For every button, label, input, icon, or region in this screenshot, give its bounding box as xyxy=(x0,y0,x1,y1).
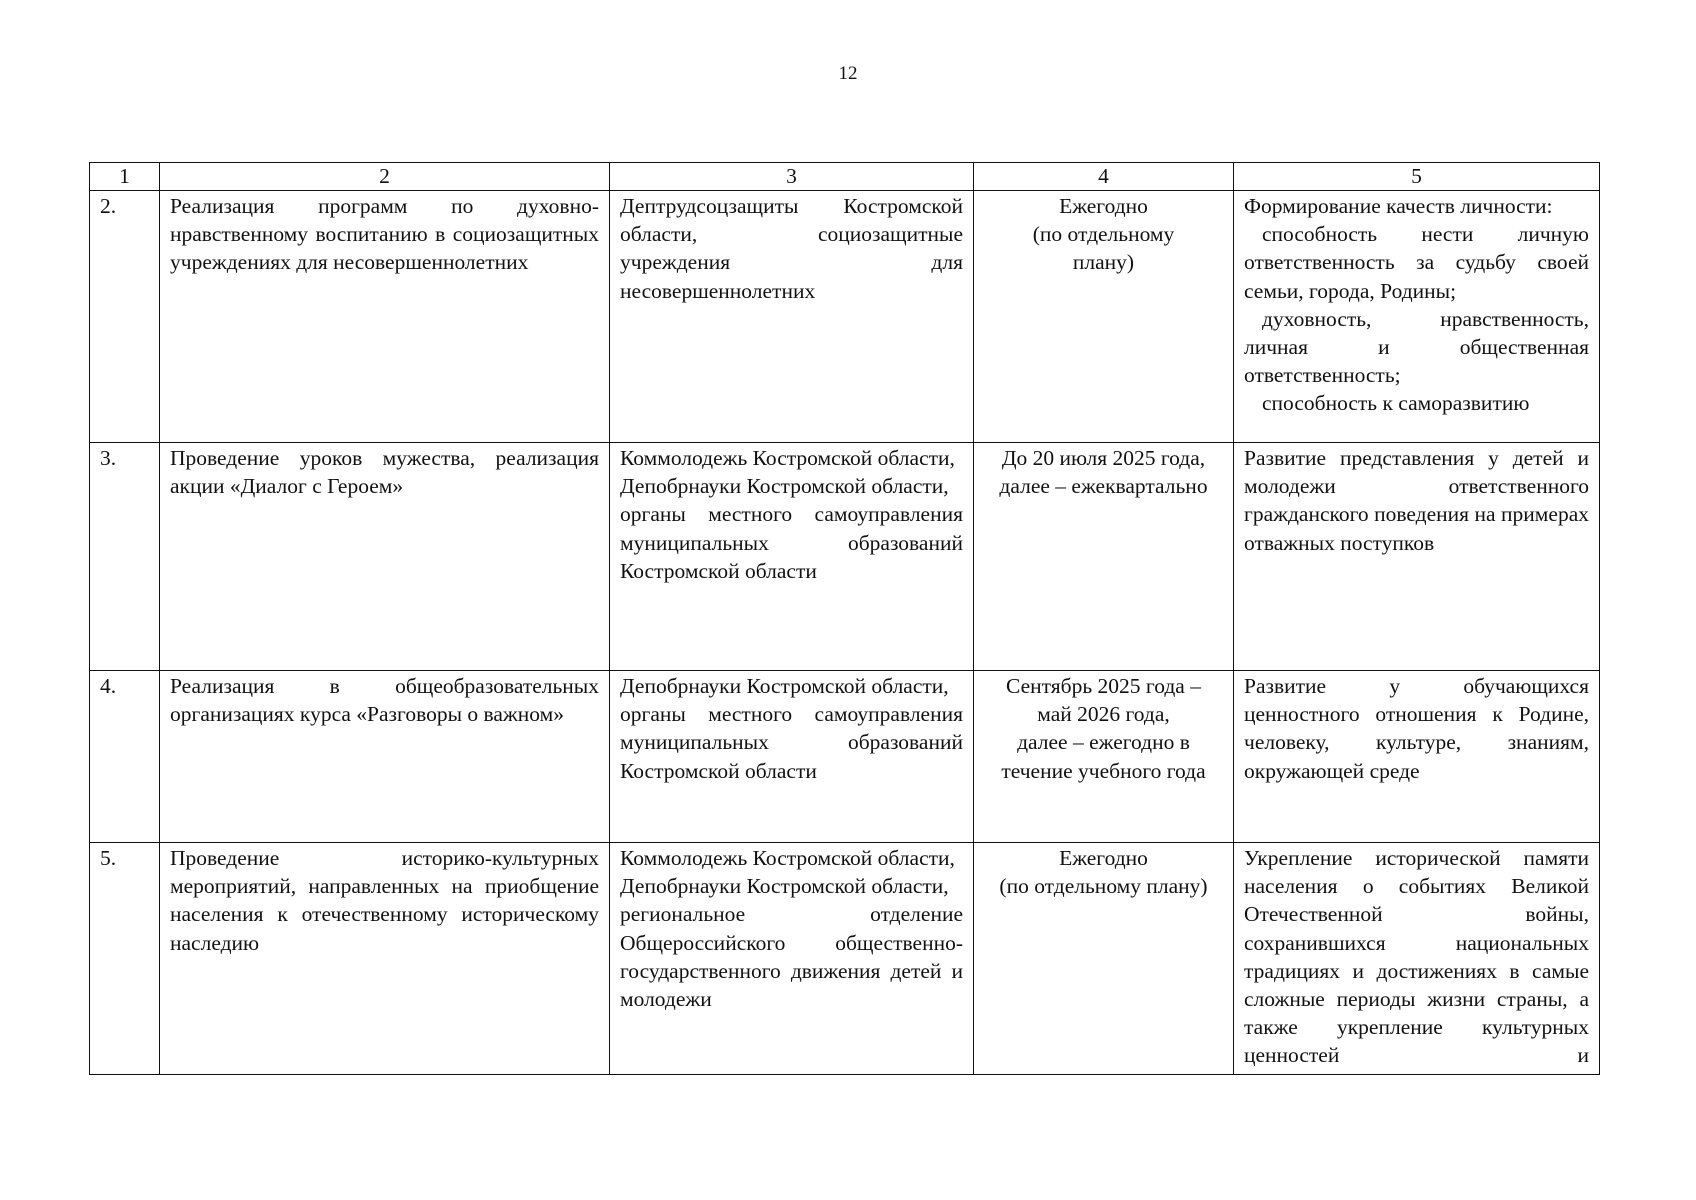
column-header-5: 5 xyxy=(1234,163,1600,191)
deadline-line: май 2026 года, xyxy=(1037,702,1170,727)
table-row xyxy=(90,443,1600,671)
executor-text: Депобрнауки Костромской области, xyxy=(620,874,949,899)
executor-text: Дептрудсоцзащиты Костромской области, социозащитные учреждения для несовершеннолетних xyxy=(620,194,963,303)
column-header-4: 4 xyxy=(974,163,1234,191)
deadline-line: плану) xyxy=(1072,250,1135,275)
result-cell xyxy=(1234,191,1600,443)
result-text: Развитие у обучающихся ценностного отношения к Родине, человеку, культуре, знаниям, окружающей среде xyxy=(1244,674,1589,783)
executors-cell xyxy=(610,671,974,843)
executors-cell xyxy=(610,443,974,671)
result-cell xyxy=(1234,443,1600,671)
executor-text: Коммолодежь Костромской области, xyxy=(620,846,955,870)
deadline-line: течение учебного года xyxy=(1001,758,1206,783)
executor-text: Коммолодежь Костромской области, xyxy=(620,446,955,470)
row-number: 5. xyxy=(90,843,160,1075)
event-cell xyxy=(160,671,610,843)
result-text: духовность, нравственность, личная и общественная ответственность; xyxy=(1244,306,1589,388)
deadline-line: далее – ежеквартально xyxy=(999,474,1208,499)
deadline-cell xyxy=(974,443,1234,671)
table-row xyxy=(90,191,1600,443)
executors-clip xyxy=(620,844,963,1072)
column-header-3: 3 xyxy=(610,163,974,191)
executors-cell xyxy=(610,191,974,443)
event-text: Проведение историко-культурных мероприятий, направленных на приобщение населения к отечественному историческому наследию xyxy=(170,846,599,955)
deadline-line: Сентябрь 2025 года – xyxy=(1006,674,1201,698)
event-text: Реализация в общеобразовательных организациях курса «Разговоры о важном» xyxy=(170,674,599,727)
event-cell xyxy=(160,843,610,1075)
row-number: 3. xyxy=(90,443,160,671)
row-number: 4. xyxy=(90,671,160,843)
row-number: 2. xyxy=(90,191,160,443)
event-cell xyxy=(160,191,610,443)
deadline-line: Ежегодно xyxy=(1059,846,1148,870)
executor-text: органы местного самоуправления муниципальных образований Костромской области xyxy=(620,702,963,783)
event-text: Проведение уроков мужества, реализация акции «Диалог с Героем» xyxy=(170,446,599,499)
event-text: Реализация программ по духовно-нравственному воспитанию в социозащитных учреждениях для несовершеннолетних xyxy=(170,194,599,275)
result-cell xyxy=(1234,843,1600,1075)
executor-text: Депобрнауки Костромской области, xyxy=(620,674,949,698)
deadline-line: До 20 июля 2025 года, xyxy=(1001,446,1206,470)
deadline-cell xyxy=(974,843,1234,1075)
deadline-line: Ежегодно xyxy=(1059,194,1148,218)
table-header-row xyxy=(90,163,1600,191)
result-text: способность нести личную ответственность за судьбу своей семьи, города, Родины; xyxy=(1244,222,1589,303)
executors-cell xyxy=(610,843,974,1075)
table-row xyxy=(90,843,1600,1075)
deadline-line: далее – ежегодно в xyxy=(1017,730,1190,755)
deadline-cell xyxy=(974,671,1234,843)
result-clip xyxy=(1244,844,1589,1072)
deadline-line: (по отдельному плану) xyxy=(999,874,1208,899)
executor-text: органы местного самоуправления муниципальных образований Костромской области xyxy=(620,502,963,583)
executor-text: Депобрнауки Костромской области, xyxy=(620,474,949,499)
executor-text: региональное отделение Общероссийского общественно-государственного движения детей и молодежи xyxy=(620,902,963,1012)
deadline-cell xyxy=(974,191,1234,443)
column-header-2: 2 xyxy=(160,163,610,191)
deadline-line: (по отдельному xyxy=(1032,222,1175,247)
plan-table xyxy=(89,162,1600,1075)
column-header-1: 1 xyxy=(90,163,160,191)
table-row xyxy=(90,671,1600,843)
event-cell xyxy=(160,443,610,671)
page-number: 12 xyxy=(838,63,858,84)
result-text: способность к саморазвитию xyxy=(1262,391,1530,416)
result-text: Формирование качеств личности: xyxy=(1244,194,1553,218)
result-cell xyxy=(1234,671,1600,843)
result-text: Развитие представления у детей и молодежи ответственного гражданского поведения на примерах отважных поступков xyxy=(1244,446,1589,555)
result-text: Укрепление исторической памяти населения о событиях Великой Отечественной войны, сохранившихся национальных традициях и достижениях в самые сложные периоды жизни страны, а также укрепление культурных ценностей и xyxy=(1244,846,1589,1068)
